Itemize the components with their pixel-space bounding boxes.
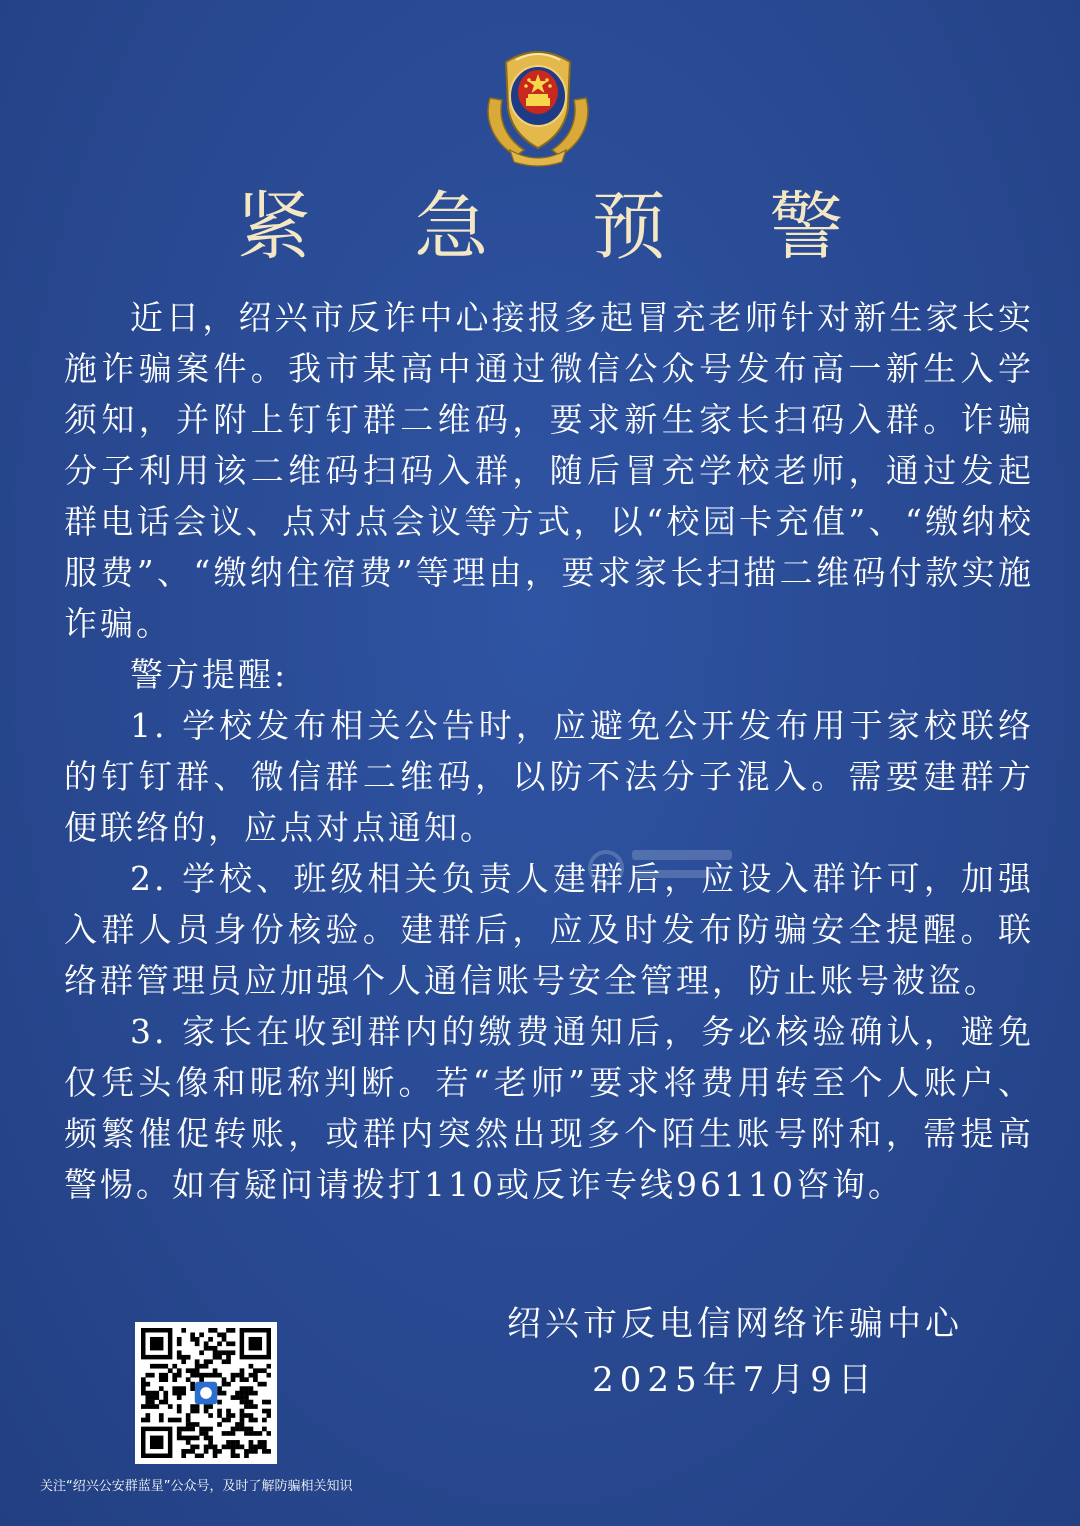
qr-caption: 关注“绍兴公安群蓝星”公众号，及时了解防骗相关知识 — [40, 1479, 353, 1494]
page-title: 紧 急 预 警 — [236, 184, 884, 270]
notice-paragraph-reminder-heading: 警方提醒: — [130, 655, 289, 694]
watermark-logo-icon — [584, 828, 744, 898]
notice-paragraph-item-3: 3. 家长在收到群内的缴费通知后，务必核验确认，避免仅凭头像和昵称判断。若“老师”要求将费用转至个人账户、频繁催促转账，或群内突然出现多个陌生账号附和，需提高警惕。如有疑问请拨打110或反诈专线96110咨询。 — [64, 1012, 1034, 1204]
qr-code-icon[interactable] — [135, 1322, 277, 1464]
notice-body — [64, 292, 1034, 1210]
notice-paragraph-item-1: 1. 学校发布相关公告时，应避免公开发布用于家校联络的钉钉群、微信群二维码，以防不法分子混入。需要建群方便联络的，应点对点通知。 — [64, 706, 1034, 847]
signature-block — [440, 1296, 1030, 1408]
signature-organization: 绍兴市反电信网络诈骗中心 — [507, 1304, 963, 1344]
notice-paragraph-intro: 近日，绍兴市反诈中心接报多起冒充老师针对新生家长实施诈骗案件。我市某高中通过微信公众号发布高一新生入学须知，并附上钉钉群二维码，要求新生家长扫码入群。诈骗分子利用该二维码扫码入群，随后冒充学校老师，通过发起群电话会议、点对点会议等方式，以“校园卡充值”、“缴纳校服费”、“缴纳住宿费”等理由，要求家长扫描二维码付款实施诈骗。 — [64, 298, 1034, 643]
police-emblem-icon — [476, 38, 600, 168]
signature-date: 2025年7月9日 — [592, 1360, 878, 1400]
notice-paragraph-item-2: 2. 学校、班级相关负责人建群后，应设入群许可，加强入群人员身份核验。建群后，应及时发布防骗安全提醒。联络群管理员应加强个人通信账号安全管理，防止账号被盗。 — [64, 859, 1034, 1000]
